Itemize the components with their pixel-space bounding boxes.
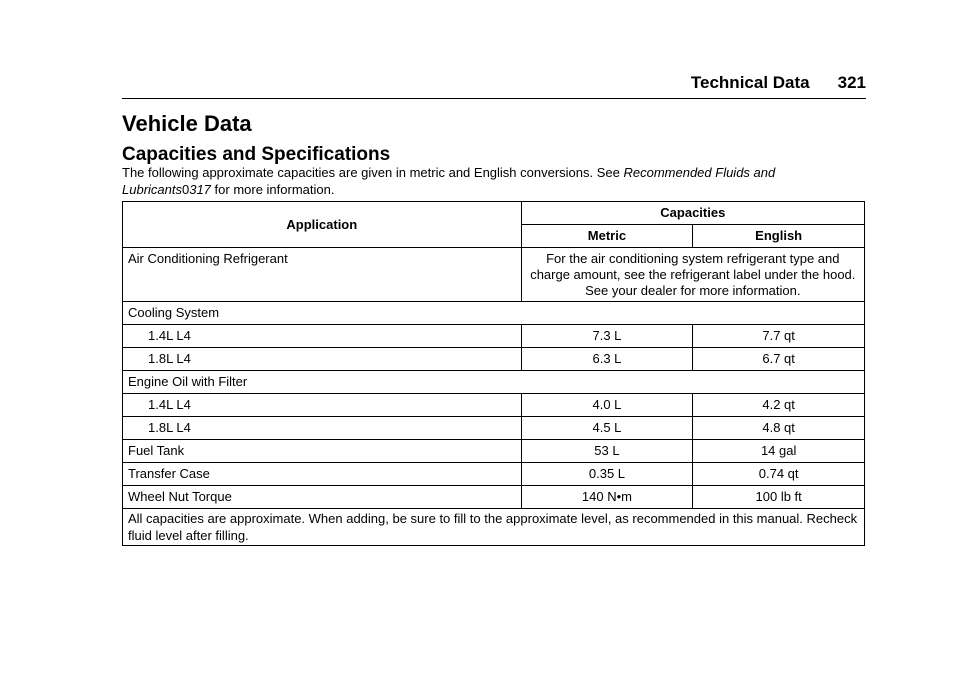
page-ref-icon: 0 <box>181 182 190 197</box>
oil-metric-2: 4.5 L <box>521 417 693 440</box>
page-ref-number[interactable]: 317 <box>189 182 211 197</box>
cooling-english-2: 6.7 qt <box>693 348 865 371</box>
transfer-application: Transfer Case <box>123 463 522 486</box>
intro-text: The following approximate capacities are given in metric and English conversions. See <box>122 165 624 180</box>
capacities-table <box>122 201 865 546</box>
header-metric: Metric <box>521 225 693 248</box>
cooling-engine-1: 1.4L L4 <box>123 325 522 348</box>
oil-english-2: 4.8 qt <box>693 417 865 440</box>
header-capacities: Capacities <box>521 202 864 225</box>
oil-engine-1: 1.4L L4 <box>123 394 522 417</box>
header-rule <box>122 98 866 99</box>
oil-metric-1: 4.0 L <box>521 394 693 417</box>
page-title: Vehicle Data <box>122 111 252 136</box>
table-row <box>123 417 865 440</box>
table-row <box>123 371 865 394</box>
table-row <box>123 486 865 509</box>
fuel-english: 14 gal <box>693 440 865 463</box>
fuel-application: Fuel Tank <box>123 440 522 463</box>
torque-english: 100 lb ft <box>693 486 865 509</box>
intro-paragraph <box>122 164 866 198</box>
fluids-reference-link[interactable]: Recommended Fluids and Lubricants <box>122 165 776 197</box>
table-row <box>123 463 865 486</box>
table-row <box>123 440 865 463</box>
table-footnote-row <box>123 509 865 546</box>
table-row <box>123 302 865 325</box>
ac-note: For the air conditioning system refrigerant type and charge amount, see the refrigerant label under the hood. See your dealer for more information. <box>521 248 864 302</box>
page-number: 321 <box>837 73 866 92</box>
fuel-metric: 53 L <box>521 440 693 463</box>
table-row <box>123 248 865 302</box>
cooling-metric-2: 6.3 L <box>521 348 693 371</box>
torque-application: Wheel Nut Torque <box>123 486 522 509</box>
cooling-label: Cooling System <box>123 302 865 325</box>
oil-engine-2: 1.8L L4 <box>123 417 522 440</box>
table-row <box>123 348 865 371</box>
section-subtitle: Capacities and Specifications <box>122 144 391 165</box>
intro-text-after: for more information. <box>210 182 335 197</box>
section-title: Technical Data <box>690 73 810 92</box>
header-english: English <box>693 225 865 248</box>
table-header-row <box>123 202 865 225</box>
table-footnote: All capacities are approximate. When adding, be sure to fill to the approximate level, as recommended in this manual. Recheck fluid level after filling. <box>123 509 865 546</box>
oil-english-1: 4.2 qt <box>693 394 865 417</box>
oil-label: Engine Oil with Filter <box>123 371 865 394</box>
table-row <box>123 325 865 348</box>
cooling-english-1: 7.7 qt <box>693 325 865 348</box>
transfer-metric: 0.35 L <box>521 463 693 486</box>
transfer-english: 0.74 qt <box>693 463 865 486</box>
cooling-engine-2: 1.8L L4 <box>123 348 522 371</box>
running-header <box>122 72 866 94</box>
ac-application: Air Conditioning Refrigerant <box>123 248 522 302</box>
cooling-metric-1: 7.3 L <box>521 325 693 348</box>
table-row <box>123 394 865 417</box>
torque-metric: 140 N•m <box>521 486 693 509</box>
header-application: Application <box>123 202 522 248</box>
